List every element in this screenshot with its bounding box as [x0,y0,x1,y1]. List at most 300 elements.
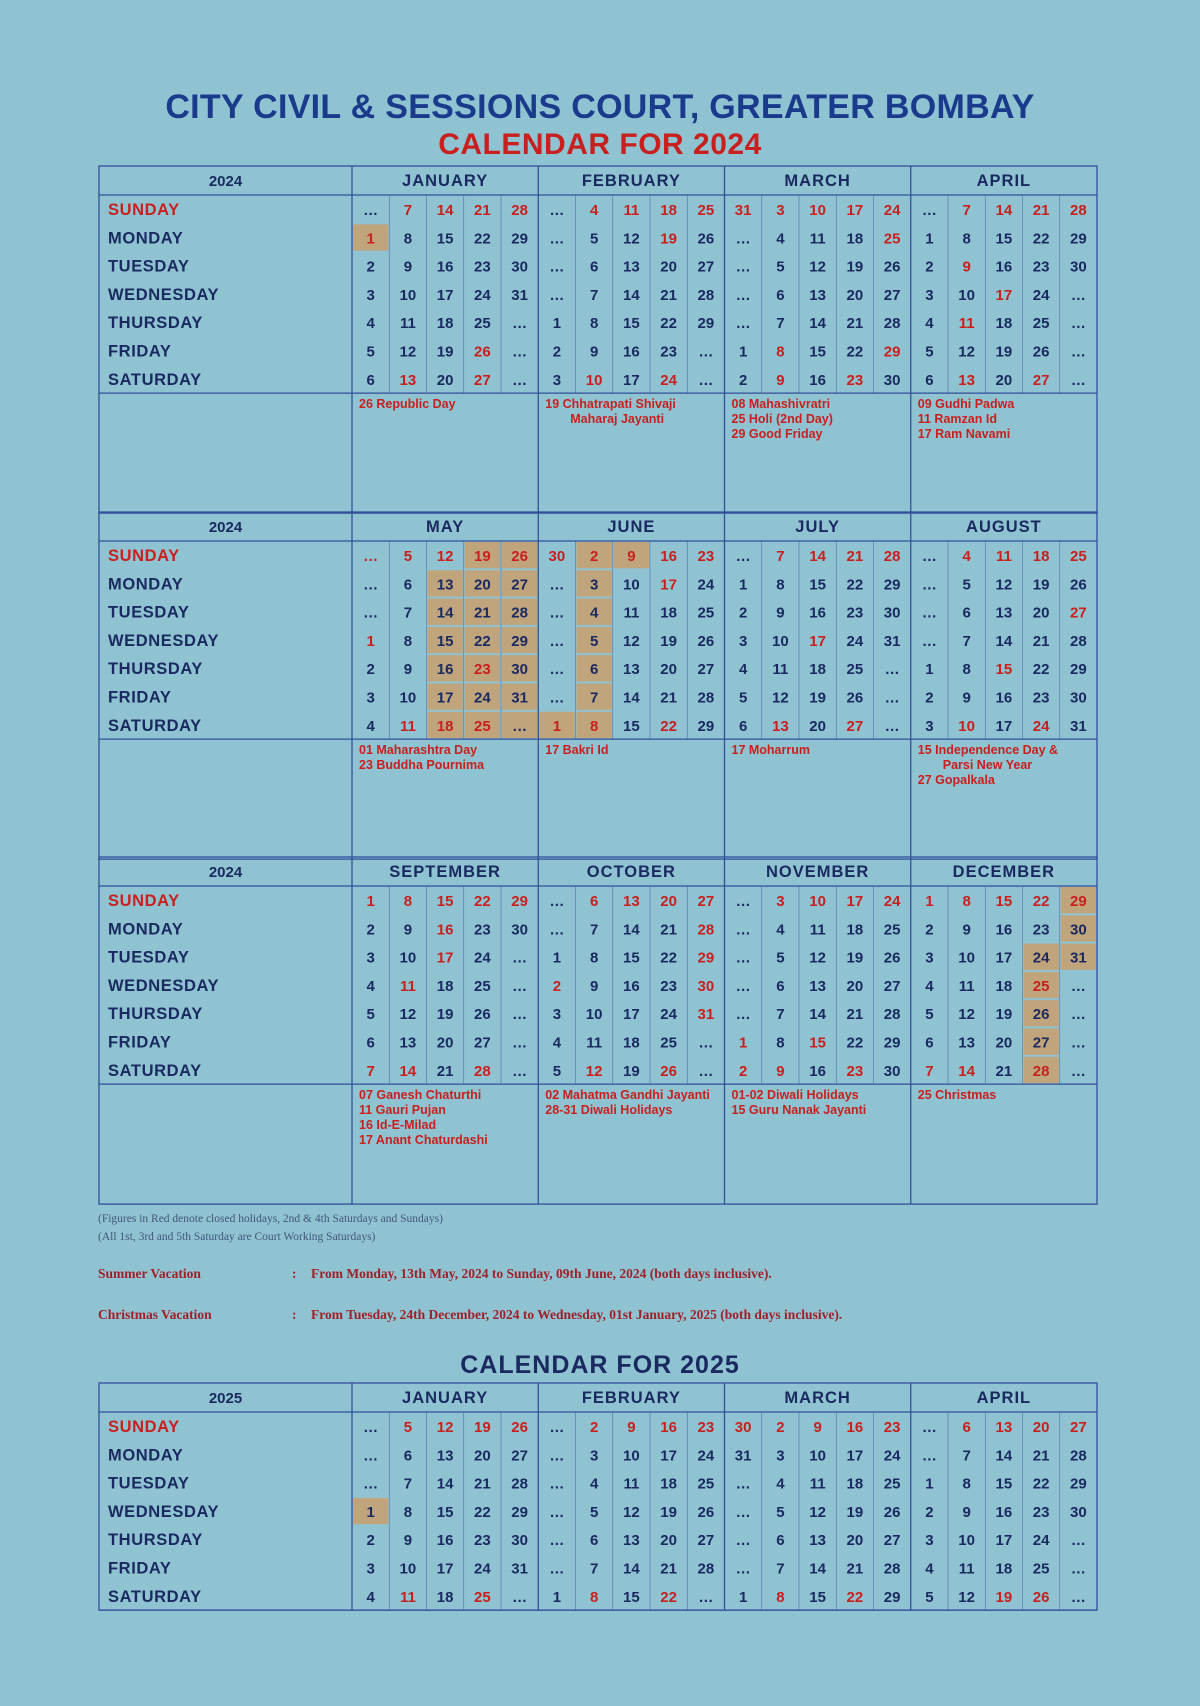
day-name-wednesday: WEDNESDAY [108,1502,220,1521]
date-cell: 6 [776,977,785,995]
day-name-sunday: SUNDAY [108,201,180,219]
date-cell: 25 [660,1034,677,1052]
date-cell: 6 [589,258,599,276]
date-cell: … [735,1006,751,1024]
date-cell: 17 [660,1447,677,1465]
date-cell: 14 [809,1006,826,1024]
date-cell: 18 [436,315,454,333]
date-cell: 14 [623,286,640,304]
date-cell: 10 [809,893,826,910]
holiday-entry: 27 Gopalkala [917,773,995,788]
date-cell: 19 [846,258,864,276]
date-cell: 17 [623,371,640,389]
date-cell: 4 [366,1588,375,1606]
date-cell: 7 [962,202,971,219]
note-working-saturdays: (All 1st, 3rd and 5th Saturday are Court Working Saturdays) [98,1231,376,1243]
day-name-tuesday: TUESDAY [108,257,190,276]
date-cell: 29 [511,1503,528,1521]
date-cell: 5 [366,1006,375,1024]
day-name-wednesday: WEDNESDAY [108,285,220,304]
date-cell: 19 [995,1588,1013,1606]
date-cell: 3 [366,1560,375,1578]
date-cell: … [512,1588,528,1606]
date-cell: 27 [846,717,864,735]
date-cell: 11 [809,1475,826,1493]
date-cell: 2 [366,1532,375,1550]
date-cell: 3 [925,949,934,967]
date-cell: 12 [585,1062,603,1080]
page-title: CITY CIVIL & SESSIONS COURT, GREATER BOMBAY [165,88,1035,126]
day-name-sunday: SUNDAY [108,547,180,565]
date-cell: … [549,893,565,910]
date-cell: … [1070,1062,1086,1080]
date-cell: … [549,1560,565,1578]
date-cell: 11 [399,717,416,735]
date-cell: 5 [552,1062,562,1080]
year-label: 2024 [208,173,243,190]
day-name-friday: FRIDAY [108,1559,172,1578]
date-cell: 23 [474,258,491,276]
date-cell: 10 [399,286,417,304]
date-cell: 3 [366,949,375,967]
date-cell: 21 [660,286,677,304]
day-name-thursday: THURSDAY [108,1005,203,1024]
date-cell: 25 [1032,977,1050,995]
date-cell: 20 [660,1532,677,1550]
date-cell: 27 [883,286,901,304]
date-cell: 12 [436,548,454,565]
date-cell: 18 [436,717,454,735]
date-cell: 11 [399,1588,416,1606]
date-cell: 3 [552,1006,562,1024]
date-cell: … [549,1532,565,1550]
holiday-entry: 28-31 Diwali Holidays [545,1103,673,1118]
date-cell: 25 [883,1475,901,1493]
holiday-entry: 25 Christmas [917,1088,997,1103]
date-cell: 19 [623,1062,640,1080]
date-cell: 13 [436,576,454,594]
holiday-entry: 15 Independence Day & [917,743,1059,758]
holiday-entry: 25 Holi (2nd Day) [731,412,833,427]
date-cell: 7 [962,632,971,650]
date-cell: 23 [474,1532,491,1550]
date-cell: 9 [627,548,636,565]
date-cell: 10 [399,949,417,967]
date-cell: 10 [958,717,975,735]
date-cell: 27 [1070,604,1087,622]
date-cell: 1 [738,1034,748,1052]
holiday-entry: 15 Guru Nanak Jayanti [731,1103,867,1118]
month-name: JANUARY [402,1389,489,1407]
date-cell: 11 [623,604,640,622]
date-cell: 14 [436,202,454,219]
date-cell: 28 [511,604,528,622]
date-cell: 24 [474,689,491,707]
date-cell: 8 [776,1034,785,1052]
date-cell: 9 [962,921,971,939]
date-cell: … [512,1062,528,1080]
date-cell: 26 [697,230,715,248]
date-cell: … [363,604,379,622]
date-cell: 10 [809,1447,826,1465]
date-cell: 22 [660,717,677,735]
date-cell: 23 [697,548,715,565]
date-cell: 16 [995,921,1013,939]
date-cell: 26 [660,1062,677,1080]
date-cell: 22 [474,893,491,910]
day-name-thursday: THURSDAY [108,314,203,333]
date-cell: 28 [697,689,715,707]
month-name: JANUARY [402,172,489,190]
date-cell: … [363,1419,379,1436]
date-cell: … [698,1062,714,1080]
day-name-saturday: SATURDAY [108,716,202,735]
date-cell: 30 [883,1062,901,1080]
date-cell: 2 [589,1419,599,1436]
date-cell: 24 [474,286,491,304]
date-cell: 23 [1032,689,1050,707]
date-cell: 12 [399,1006,417,1024]
date-cell: … [735,258,751,276]
date-cell: 8 [403,1503,413,1521]
date-cell: 17 [809,632,826,650]
month-name: FEBRUARY [581,172,681,190]
month-name: JUNE [607,518,656,536]
date-cell: 11 [995,548,1012,565]
month-name: OCTOBER [586,863,676,881]
date-cell: 19 [809,689,826,707]
date-cell: 22 [660,949,677,967]
date-cell: 18 [1032,548,1050,565]
date-cell: 7 [403,202,413,219]
date-cell: 2 [738,604,748,622]
month-name: MAY [426,518,465,536]
date-cell: 30 [511,258,528,276]
date-cell: 16 [809,604,826,622]
date-cell: 27 [697,893,715,910]
day-name-sunday: SUNDAY [108,892,180,910]
date-cell: 12 [623,632,640,650]
date-cell: 6 [589,893,599,910]
date-cell: 1 [552,717,562,735]
date-cell: 24 [1032,1532,1050,1550]
date-cell: 25 [883,230,901,248]
date-cell: 24 [474,949,491,967]
date-cell: 10 [772,632,789,650]
date-cell: 14 [399,1062,417,1080]
date-cell: 23 [846,604,864,622]
day-name-thursday: THURSDAY [108,1531,203,1550]
date-cell: 7 [589,1560,599,1578]
date-cell: 10 [958,1532,975,1550]
date-cell: 30 [548,548,566,565]
date-cell: 4 [962,548,971,565]
date-cell: 19 [995,1006,1013,1024]
date-cell: 2 [738,371,748,389]
date-cell: … [549,202,565,219]
month-name: NOVEMBER [765,863,870,881]
date-cell: 12 [809,949,826,967]
date-cell: … [1070,371,1086,389]
date-cell: … [512,371,528,389]
date-cell: 23 [1032,921,1050,939]
date-cell: 4 [366,977,375,995]
date-cell: 5 [925,343,934,361]
date-cell: 25 [474,1588,491,1606]
holiday-entry: 17 Bakri Id [545,743,609,758]
date-cell: 10 [958,949,975,967]
date-cell: 2 [366,921,375,939]
date-cell: 30 [697,977,715,995]
date-cell: 14 [809,315,826,333]
date-cell: 22 [474,230,491,248]
date-cell: … [735,1532,751,1550]
date-cell: 23 [1032,1503,1050,1521]
date-cell: 26 [697,632,715,650]
holiday-entry: 11 Gauri Pujan [359,1103,446,1118]
year-label: 2024 [208,519,243,536]
date-cell: … [921,202,937,219]
date-cell: 21 [1032,1447,1050,1465]
date-cell: 14 [623,1560,640,1578]
date-cell: 7 [776,1560,785,1578]
date-cell: 12 [436,1419,454,1436]
date-cell: 3 [776,893,785,910]
date-cell: 23 [1032,258,1050,276]
date-cell: 1 [366,1503,375,1521]
date-cell: 4 [776,921,785,939]
date-cell: 3 [925,1532,934,1550]
date-cell: 29 [511,230,528,248]
date-cell: … [884,689,900,707]
date-cell: … [884,717,900,735]
date-cell: 30 [1070,258,1087,276]
date-cell: … [549,1503,565,1521]
holiday-entry: 08 Mahashivratri [731,397,831,412]
date-cell: … [549,1419,565,1436]
date-cell: 9 [589,343,599,361]
date-cell: 15 [809,1588,826,1606]
date-cell: … [921,604,937,622]
date-cell: 18 [995,1560,1013,1578]
date-cell: 4 [366,717,375,735]
date-cell: … [549,576,565,594]
christmas-vacation-text: From Tuesday, 24th December, 2024 to Wednesday, 01st January, 2025 (both days inclusive). [311,1307,843,1322]
date-cell: 22 [474,1503,491,1521]
date-cell: 28 [883,548,901,565]
date-cell: 16 [660,1419,677,1436]
holiday-entry: 01-02 Diwali Holidays [731,1088,859,1103]
date-cell: … [1070,286,1086,304]
date-cell: 5 [403,548,413,565]
date-cell: 15 [623,717,640,735]
date-cell: 28 [511,202,528,219]
date-cell: 26 [474,343,491,361]
date-cell: 13 [399,1034,417,1052]
date-cell: 13 [623,893,640,910]
date-cell: 9 [627,1419,636,1436]
date-cell: 2 [738,1062,748,1080]
christmas-vacation-label: Christmas Vacation [98,1307,212,1322]
date-cell: 30 [1070,1503,1087,1521]
date-cell: 4 [589,1475,599,1493]
date-cell: 17 [846,1447,864,1465]
date-cell: 17 [846,893,864,910]
day-name-monday: MONDAY [108,1446,184,1465]
date-cell: 3 [366,689,375,707]
calendar-2024-title: CALENDAR FOR 2024 [438,128,762,161]
date-cell: 22 [1032,1475,1050,1493]
date-cell: 10 [585,371,603,389]
date-cell: 29 [697,717,715,735]
date-cell: … [735,949,751,967]
date-cell: 26 [1070,576,1087,594]
date-cell: 1 [552,949,562,967]
date-cell: 26 [1032,343,1050,361]
date-cell: … [512,1034,528,1052]
year-label: 2024 [208,864,243,881]
day-name-tuesday: TUESDAY [108,603,190,622]
date-cell: 27 [883,1532,901,1550]
date-cell: 23 [660,343,677,361]
date-cell: 28 [511,1475,528,1493]
date-cell: 29 [883,1034,901,1052]
date-cell: 24 [846,632,864,650]
date-cell: 4 [925,977,934,995]
date-cell: 29 [697,949,715,967]
month-name: JULY [795,518,840,536]
date-cell: … [549,230,565,248]
date-cell: … [1070,1560,1086,1578]
date-cell: … [549,921,565,939]
date-cell: … [921,1447,937,1465]
date-cell: 12 [995,576,1013,594]
date-cell: … [735,977,751,995]
date-cell: … [735,315,751,333]
month-name: APRIL [976,1389,1032,1407]
date-cell: 27 [697,661,715,679]
date-cell: … [1070,1532,1086,1550]
day-name-wednesday: WEDNESDAY [108,976,220,995]
date-cell: 23 [697,1419,715,1436]
holiday-entry: 23 Buddha Pournima [359,758,485,773]
date-cell: 15 [809,343,826,361]
date-cell: 25 [697,202,715,219]
holiday-entry-continued: Maharaj Jayanti [570,412,665,427]
date-cell: … [735,1560,751,1578]
date-cell: 13 [809,977,826,995]
date-cell: 3 [776,1447,785,1465]
date-cell: 6 [403,1447,413,1465]
date-cell: … [735,1475,751,1493]
date-cell: 21 [1032,202,1050,219]
date-cell: 16 [995,258,1013,276]
date-cell: … [363,576,379,594]
date-cell: 22 [660,1588,677,1606]
date-cell: 19 [1032,576,1050,594]
date-cell: 16 [436,661,454,679]
date-cell: 25 [1070,548,1087,565]
date-cell: 27 [474,371,491,389]
date-cell: 7 [366,1062,375,1080]
holiday-entry: 17 Moharrum [731,743,810,758]
date-cell: 11 [809,921,826,939]
date-cell: 18 [623,1034,640,1052]
date-cell: 4 [738,661,748,679]
date-cell: 11 [809,230,826,248]
date-cell: 6 [589,661,599,679]
date-cell: 26 [511,1419,528,1436]
date-cell: 15 [995,661,1013,679]
date-cell: … [1070,1034,1086,1052]
date-cell: 22 [1032,661,1050,679]
date-cell: 21 [846,1006,864,1024]
date-cell: 26 [474,1006,491,1024]
date-cell: 18 [846,921,864,939]
date-cell: 15 [623,315,640,333]
date-cell: 30 [1070,921,1087,939]
date-cell: 18 [995,315,1013,333]
holiday-entry: 01 Maharashtra Day [359,743,478,758]
date-cell: 31 [511,689,528,707]
date-cell: 27 [697,1532,715,1550]
date-cell: 20 [995,371,1013,389]
date-cell: 7 [776,315,785,333]
date-cell: 1 [552,315,562,333]
month-name: SEPTEMBER [389,863,501,881]
date-cell: … [698,1588,714,1606]
date-cell: 17 [660,576,677,594]
date-cell: … [735,893,751,910]
day-name-tuesday: TUESDAY [108,948,190,967]
date-cell: 24 [1032,286,1050,304]
day-name-monday: MONDAY [108,229,184,248]
date-cell: 25 [1032,315,1050,333]
date-cell: 15 [623,949,640,967]
date-cell: … [1070,1588,1086,1606]
date-cell: 6 [403,576,413,594]
date-cell: 2 [366,661,375,679]
date-cell: 24 [883,1447,901,1465]
date-cell: 31 [1070,949,1087,967]
date-cell: 28 [883,1560,901,1578]
date-cell: 9 [776,371,785,389]
date-cell: 23 [883,1419,901,1436]
date-cell: 20 [474,576,491,594]
holiday-entry: 02 Mahatma Gandhi Jayanti [545,1088,710,1103]
date-cell: 12 [399,343,417,361]
date-cell: 16 [995,1503,1013,1521]
holiday-entry: 11 Ramzan Id [917,412,997,427]
date-cell: 22 [660,315,677,333]
date-cell: … [549,604,565,622]
date-cell: 31 [697,1006,715,1024]
date-cell: 11 [772,661,789,679]
date-cell: 21 [474,202,491,219]
date-cell: 19 [474,1419,491,1436]
date-cell: 29 [511,893,528,910]
date-cell: 12 [623,1503,640,1521]
date-cell: 26 [1032,1006,1050,1024]
date-cell: 18 [660,604,677,622]
date-cell: 3 [366,286,375,304]
date-cell: … [549,258,565,276]
date-cell: 31 [734,1447,752,1465]
date-cell: 17 [436,689,454,707]
date-cell: 26 [883,949,901,967]
date-cell: 29 [883,343,901,361]
day-name-saturday: SATURDAY [108,1061,202,1080]
